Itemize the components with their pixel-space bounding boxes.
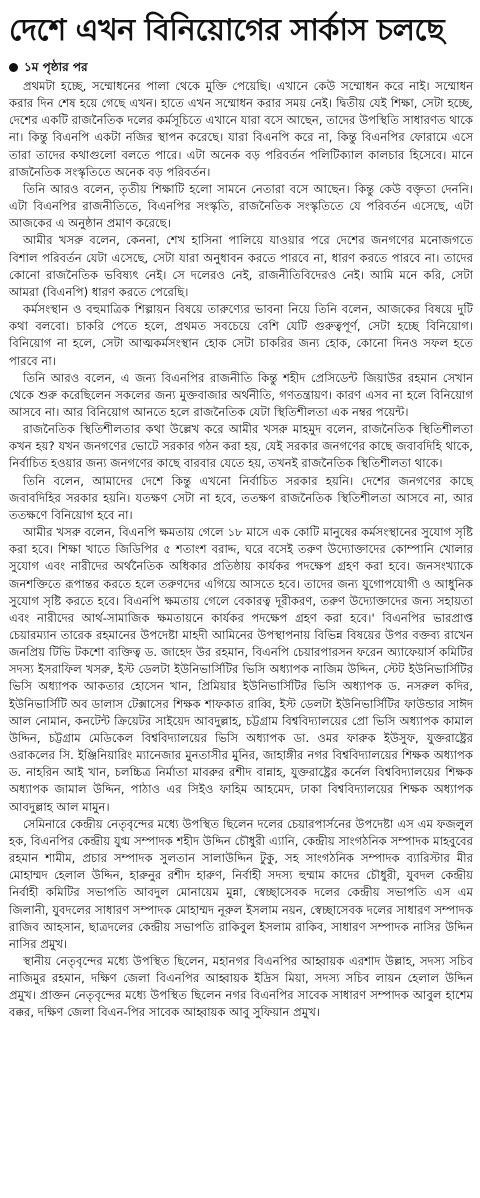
bullet-icon: [9, 63, 18, 72]
continuation-line: [9, 58, 473, 76]
paragraph: আমীর খসরু বলেন, বিএনপি ক্ষমতায় গেলে ১৮ মাসে এক কোটি মানুষের কর্মসংস্থানের সুযোগ সৃষ্টি করা হবে। শিক্ষা খাতে জিডিপির ৫ শতাংশ বরাদ্দ, ঘরে বসেই তরুণ উদ্যোক্তাদের কোম্পানি খোলার সুযোগ এবং নারীদের অর্থনৈতিক অধিকার প্রতিষ্ঠায় কার্যকর পদক্ষেপ গ্রহণ করা হবে। জনসংখ্যাকে জনশক্তিতে রূপান্তর করতে হলে তরুণদের এগিয়ে আসতে হবে। তাদের জন্য যুগোপযোগী ও আধুনিক সুযোগ সৃষ্টি করতে হবে। বিএনপি ক্ষমতায় গেলে বেকারত্ব দূরীকরণ, তরুণ উদ্যোক্তাদের জন্য সহায়তা এবং নারীদের আর্থ-সামাজিক ক্ষমতায়নে কার্যকর পদক্ষেপ গ্রহণ করা হবে।' বিএনপির ভারপ্রাপ্ত চেয়ারম্যান তারেক রহমানের উপদেষ্টা মাহদী আমিনের উপস্থাপনায় বিভিন্ন বিষয়ের উপর বক্তব্য রাখেন জনপ্রিয় টিভি টকশো ব্যক্তিত্ব ড. জাহেদ উর রহমান, বিএনপি চেয়ারপারসন ফরেন অ্যাফেয়ার্স কমিটির সদস্য ইসরাফিল খসরু, ইস্ট ডেলটা ইউনিভার্সিটির ভিসি অধ্যাপক নাজিম উদ্দিন, স্টেট ইউনিভার্সিটির ভিসি অধ্যাপক আকতার হোসেন খান, প্রিমিয়ার ইউনিভার্সিটির ভিসি অধ্যাপক ড. নসরুল কদির, ইউনিভার্সিটি অব ডালাস টেক্সাসের শিক্ষক শাফকাত রাব্বি, ইস্ট ডেলটা ইউনিভার্সিটির ফাউন্ডার সাঈদ আল নোমান, কনটেন্ট ক্রিয়েটর সাইয়েদ আবদুল্লাহ, চট্টগ্রাম বিশ্ববিদ্যালয়ের প্রো ভিসি অধ্যাপক কামাল উদ্দিন, চট্টগ্রাম মেডিকেল বিশ্ববিদ্যালয়ের ভিসি অধ্যাপক ডা. ওমর ফারুক ইউসুফ, যুক্তরাষ্ট্রের ওরাকলের সি. ইঞ্জিনিয়ারিং ম্যানেজার মুনতাসীর মুনির, জাহাঙ্গীর নগর বিশ্ববিদ্যালয়ের শিক্ষক অধ্যাপক ড. নাহরিন আই খান, চলচ্চিত্র নির্মাতা মাবরুর রশীদ বান্নাহ, যুক্তরাষ্ট্রের কর্নেল বিশ্ববিদ্যালয়ের শিক্ষক অধ্যাপক জামাল উদ্দিন, পাঠাও এর সিইও ফাহিম আহমেদ, ঢাকা বিশ্ববিদ্যালয়ের শিক্ষক অধ্যাপক আবদুল্লাহ আল মামুন।: [9, 525, 473, 814]
paragraph: তিনি আরও বলেন, এ জন্য বিএনপির রাজনীতি কিন্তু শহীদ প্রেসিডেন্ট জিয়াউর রহমান সেখান থেকে শুরু করেছিলেন সকলের জন্য মুক্তবাজার অর্থনীতি, গণতন্ত্রায়ণ। কারণ এসব না হলে বিনিয়োগ আসবে না। আর বিনিয়োগ আনতে হলে রাজনৈতিক যেটা স্থিতিশীলতা এক নম্বর পয়েন্ট।: [9, 370, 473, 419]
paragraph: তিনি আরও বলেন, তৃতীয় শিক্ষাটি হলো সামনে নেতারা বসে আছেন। কিন্তু কেউ বক্তৃতা দেননি। এটা বিএনপির রাজনীতিতে, বিএনপির সংস্কৃতি, রাজনৈতিক সংস্কৃতিতে যে পরিবর্তন এসেছে, এটা আজকের এ অনুষ্ঠান প্রমাণ করেছে।: [9, 181, 473, 231]
paragraph: রাজনৈতিক স্থিতিশীলতার কথা উল্লেখ করে আমীর খসরু মাহমুদ বলেন, রাজনৈতিক স্থিতিশীলতা কখন হয়? যখন জনগণের ভোটে সরকার গঠন করা হয়, যেই সরকার জনগণের কাছে জবাবদিহি থাকে, নির্বাচিত হওয়ার জন্য জনগণের কাছে বারবার যেতে হয়, তখনই রাজনৈতিক স্থিতিশীলতা থাকে।: [9, 422, 473, 471]
paragraph: প্রথমটা হচ্ছে, সম্মোধনের পালা থেকে মুক্তি পেয়েছি। এখানে কেউ সম্মোধন করে নাই। সম্মোধন করার দিন শেষ হয়ে গেছে এখন। হাতে এখন সম্মোধন করার সময় নেই। দ্বিতীয় যেই শিক্ষা, সেটা হচ্ছে, দেশের একটি রাজনৈতিক দলের কর্মসূচিতে এখানে যারা বসে আছেন, তাদের উপস্থিতি সাধারণত থাকে না। কিন্তু বিএনপি একটা নজির স্থাপন করেছে। যারা বিএনপি করে না, কিন্তু বিএনপির ফোরামে এসে তারা তাদের কথাগুলো বলতে পারে। এটা অনেক বড় পরিবর্তন পলিটিক্যাল কালচার হিসেবে। মানে রাজনৈতিক সংস্কৃতিতে অনেক বড় পরিবর্তন।: [9, 79, 473, 179]
article-body: [9, 78, 473, 1022]
continuation-label: ১ম পৃষ্ঠার পর: [24, 60, 88, 74]
paragraph: সেমিনারে কেন্দ্রীয় নেতৃবৃন্দের মধ্যে উপস্থিত ছিলেন দলের চেয়ারপার্সনের উপদেষ্টা এস এম ফজলুল হক, বিএনপির কেন্দ্রীয় যুগ্ম সম্পাদক শহীদ উদ্দিন চৌধুরী এ্যানি, কেন্দ্রীয় সাংগঠনিক সম্পাদক মাহবুবের রহমান শামীম, প্রচার সম্পাদক সুলতান সালাউদ্দিন টুকু, সহ সাংগঠনিক সম্পাদক ব্যারিস্টার মীর মোহাম্মদ হেলাল উদ্দিন, হারুনুর রশীদ হারুণ, নির্বাহী সদস্য হুম্মাম কাদের চৌধুরী, যুবদল কেন্দ্রীয় নির্বাহী কমিটির সভাপতি আবদুল মোনায়েম মুন্না, স্বেচ্ছাসেবক দলের কেন্দ্রীয় সভাপতি এস এম জিলানী, যুবদলের সাধারণ সম্পাদক মোহাম্মদ নূরুল ইসলাম নয়ন, স্বেচ্ছাসেবক দলের সাধারণ সম্পাদক রাজিব আহসান, ছাত্রদলের কেন্দ্রীয় সভাপতি রাকিবুল ইসলাম রাকিব, সাধারণ সম্পাদক নাসির উদ্দিন নাসির প্রমুখ।: [9, 816, 473, 951]
headline: দেশে এখন বিনিয়োগের সার্কাস চলছে: [9, 13, 445, 48]
paragraph: কর্মসংস্থান ও বহুমাত্রিক শিল্পায়ন বিষয়ে তারুণ্যের ভাবনা নিয়ে তিনি বলেন, আজকের বিষয়ে দুটি কথা বলবো। চাকরি পেতে হলে, প্রথমত সবচেয়ে বেশি যেটি গুরুত্বপূর্ণ, সেটা হচ্ছে বিনিয়োগ। বিনিয়োগ না হলে, সেটা আত্মকর্মসংস্থান হোক সেটা চাকরির জন্য হোক, কোনো দিনও সফল হতে পারবে না।: [9, 302, 473, 368]
paragraph: স্থানীয় নেতৃবৃন্দের মধ্যে উপস্থিত ছিলেন, মহানগর বিএনপির আহ্বায়ক এরশাদ উল্লাহ, সদস্য সচিব নাজিমুর রহমান, দক্ষিণ জেলা বিএনপির আহ্বায়ক ইদ্রিস মিয়া, সদস্য সচিব লায়ন হেলাল উদ্দিন প্রমুখ। প্রাক্তন নেতৃবৃন্দের মধ্যে উপস্থিত ছিলেন নগর বিএনপির সাবেক সাধারণ সম্পাদক আবুল হাশেম বক্কর, দক্ষিণ জেলা বিএন-পির সাবেক আহ্বায়ক আবু সুফিয়ান প্রমুখ।: [9, 953, 473, 1020]
paragraph: আমীর খসরু বলেন, কেননা, শেখ হাসিনা পালিয়ে যাওয়ার পরে দেশের জনগণের মনোজগতে বিশাল পরিবর্তন যেটা এসেছে, সেটা যারা অনুধাবন করতে পারবে না, ধারণ করতে পারবে না। তাদের কোনো রাজনৈতিক ভবিষ্যৎ নেই। সে দলেরও নেই, রাজনীতিবিদেরও নেই। আমি মনে করি, সেটা আমরা (বিএনপি) ধারণ করতে পেরেছি।: [9, 233, 473, 299]
paragraph: তিনি বলেন, আমাদের দেশে কিন্তু এখনো নির্বাচিত সরকার হয়নি। দেশের জনগণের কাছে জবাবদিহির সরকার হয়নি। যতক্ষণ সেটা না হবে, ততক্ষণ রাজনৈতিক স্থিতিশীলতা আসবে না, আর ততক্ষণে বিনিয়োগ হবে না।: [9, 473, 473, 522]
